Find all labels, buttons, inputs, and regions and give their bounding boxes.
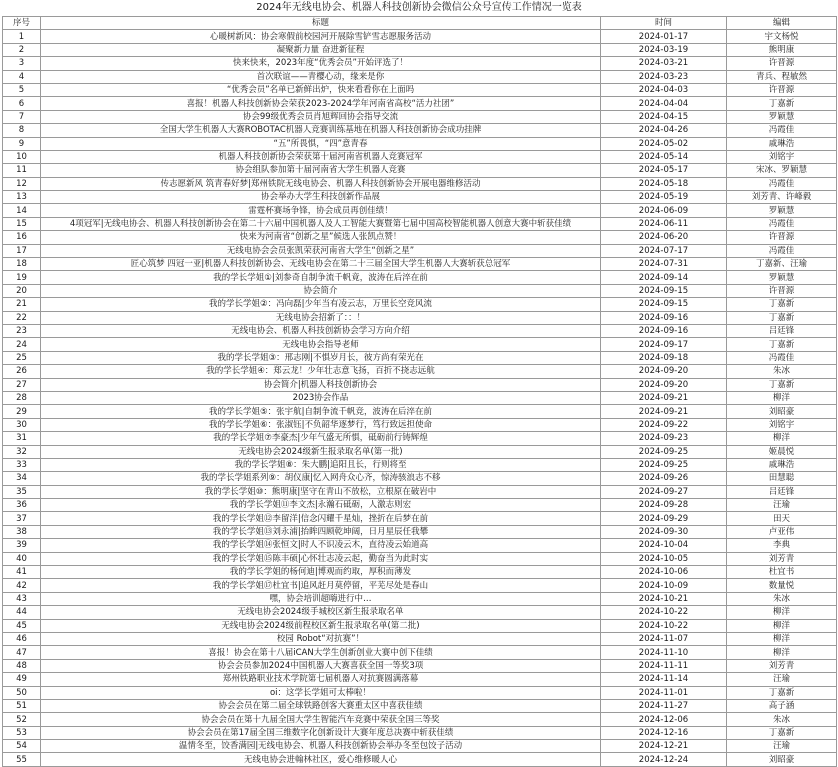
table-row	[3, 271, 837, 284]
row-title: 我的学长学姐⑫李留洋|信念闪耀千星灿，挫折在后梦在前	[41, 512, 601, 525]
row-title: “五”所畏惧，“四”意青春	[41, 137, 601, 150]
row-title: 我的学长学姐⑮陈丰硕|心怀壮志凌云起，勤奋当为此时实	[41, 552, 601, 565]
row-editor: 杜宜书	[727, 566, 837, 579]
row-index: 49	[3, 673, 41, 686]
row-time: 2024-09-23	[601, 432, 727, 445]
row-index: 45	[3, 619, 41, 632]
row-editor: 汪瑜	[727, 740, 837, 753]
row-index: 52	[3, 713, 41, 726]
table-row	[3, 552, 837, 565]
row-index: 36	[3, 499, 41, 512]
row-title: 我的学长学姐⑧：朱大鹏|追阳且长，行则将至	[41, 458, 601, 471]
row-time: 2024-11-14	[601, 673, 727, 686]
table-row	[3, 632, 837, 645]
table-row	[3, 365, 837, 378]
table-row	[3, 753, 837, 766]
row-editor: 刘芳青	[727, 659, 837, 672]
table-row	[3, 324, 837, 337]
row-title: 匠心筑梦 四冠一亚|机器人科技创新协会、无线电协会在第二十三届全国大学生机器人大赛斩获总冠军	[41, 258, 601, 271]
row-index: 6	[3, 97, 41, 110]
row-editor: 卢亚伟	[727, 525, 837, 538]
row-index: 42	[3, 579, 41, 592]
row-editor: 戚琳浩	[727, 137, 837, 150]
header-title: 标题	[41, 17, 601, 30]
row-title: 协会简介|机器人科技创新协会	[41, 378, 601, 391]
row-index: 55	[3, 753, 41, 766]
row-time: 2024-04-03	[601, 83, 727, 96]
row-time: 2024-11-10	[601, 646, 727, 659]
row-index: 20	[3, 284, 41, 297]
row-title: 郑州铁路职业技术学院第七届机器人对抗赛圆满落幕	[41, 673, 601, 686]
row-title: 我的学长学姐⑬刘永浦|抬眸四顾乾坤阔，日月星辰任我攀	[41, 525, 601, 538]
row-editor: 数量悦	[727, 579, 837, 592]
row-index: 34	[3, 472, 41, 485]
table-row	[3, 445, 837, 458]
row-editor: 丁嘉新	[727, 311, 837, 324]
row-time: 2024-05-19	[601, 191, 727, 204]
row-index: 2	[3, 43, 41, 56]
row-editor: 宇文杨悦	[727, 30, 837, 43]
row-title: “优秀会员”名单已新鲜出炉，快来看看你在上面吗	[41, 83, 601, 96]
table-row	[3, 646, 837, 659]
row-time: 2024-09-20	[601, 365, 727, 378]
row-time: 2024-11-11	[601, 659, 727, 672]
row-title: 协会会员在第17届全国三维数字化创新设计大赛年度总决赛中斩获佳绩	[41, 726, 601, 739]
row-title: 全国大学生机器人大赛ROBOTAC机器人竞赛训练基地在机器人科技创新协会成功挂牌	[41, 124, 601, 137]
row-time: 2024-05-18	[601, 177, 727, 190]
row-time: 2024-07-31	[601, 258, 727, 271]
row-title: 心暖树新风：协会寒假前校园河开展除雪铲雪志愿服务活动	[41, 30, 601, 43]
table-row	[3, 30, 837, 43]
table-row	[3, 70, 837, 83]
row-time: 2024-01-17	[601, 30, 727, 43]
row-editor: 丁嘉新	[727, 378, 837, 391]
row-index: 41	[3, 566, 41, 579]
row-time: 2024-09-15	[601, 284, 727, 297]
table-row	[3, 606, 837, 619]
table-row	[3, 659, 837, 672]
row-index: 21	[3, 298, 41, 311]
row-editor: 丁嘉新	[727, 298, 837, 311]
row-time: 2024-09-14	[601, 271, 727, 284]
table-row	[3, 110, 837, 123]
table-row	[3, 686, 837, 699]
table-row	[3, 472, 837, 485]
table-row	[3, 191, 837, 204]
row-editor: 吕廷锋	[727, 485, 837, 498]
row-index: 16	[3, 231, 41, 244]
row-editor: 刘铭宇	[727, 418, 837, 431]
row-time: 2024-09-21	[601, 405, 727, 418]
row-index: 35	[3, 485, 41, 498]
row-editor: 吕廷锋	[727, 324, 837, 337]
row-editor: 罗颖慧	[727, 204, 837, 217]
row-index: 25	[3, 351, 41, 364]
row-time: 2024-09-18	[601, 351, 727, 364]
row-title: 协会会员在第十九届全国大学生智能汽车竞赛中荣获全国三等奖	[41, 713, 601, 726]
table-row	[3, 619, 837, 632]
row-time: 2024-04-26	[601, 124, 727, 137]
row-index: 50	[3, 686, 41, 699]
row-index: 29	[3, 405, 41, 418]
table-row	[3, 83, 837, 96]
table-row	[3, 284, 837, 297]
table-row	[3, 217, 837, 230]
row-time: 2024-11-07	[601, 632, 727, 645]
row-editor: 柳洋	[727, 606, 837, 619]
row-index: 43	[3, 592, 41, 605]
row-editor: 许晋源	[727, 231, 837, 244]
row-title: 喜报！协会在第十八届iCAN大学生创新创业大赛中创下佳绩	[41, 646, 601, 659]
row-time: 2024-06-11	[601, 217, 727, 230]
row-editor: 罗颖慧	[727, 110, 837, 123]
table-row	[3, 177, 837, 190]
row-index: 28	[3, 391, 41, 404]
row-index: 46	[3, 632, 41, 645]
table-row	[3, 311, 837, 324]
row-editor: 刘铭宇	[727, 150, 837, 163]
row-time: 2024-12-16	[601, 726, 727, 739]
row-time: 2024-03-19	[601, 43, 727, 56]
row-time: 2024-09-17	[601, 338, 727, 351]
row-time: 2024-11-27	[601, 699, 727, 712]
row-time: 2024-12-21	[601, 740, 727, 753]
row-editor: 刘芳青	[727, 552, 837, 565]
row-index: 8	[3, 124, 41, 137]
row-title: 无线电协会2024级新生报录取名单(第一批)	[41, 445, 601, 458]
row-title: 校园 Robot“对抗赛”！	[41, 632, 601, 645]
table-row	[3, 699, 837, 712]
row-title: 我的学长学姐④：郑云龙！少年壮志意飞扬，百折不挠志远航	[41, 365, 601, 378]
row-time: 2024-05-02	[601, 137, 727, 150]
table-row	[3, 391, 837, 404]
row-editor: 丁嘉新	[727, 338, 837, 351]
row-title: 无线电协会进翰林社区，爱心维修暖人心	[41, 753, 601, 766]
row-editor: 宋冰、罗颖慧	[727, 164, 837, 177]
row-time: 2024-09-28	[601, 499, 727, 512]
table-row	[3, 740, 837, 753]
row-title: 我的学长学姐②：冯向磊|少年当有凌云志，万里长空竞风流	[41, 298, 601, 311]
row-title: 我的学长学姐⑦李豪杰|少年气盛无所惧，砥砺前行铸辉煌	[41, 432, 601, 445]
row-time: 2024-10-09	[601, 579, 727, 592]
row-index: 1	[3, 30, 41, 43]
row-index: 51	[3, 699, 41, 712]
table-row	[3, 579, 837, 592]
row-title: 快来为河南省“创新之星”候选人张凯点赞！	[41, 231, 601, 244]
row-index: 19	[3, 271, 41, 284]
row-title: 协会举办大学生科技创新作品展	[41, 191, 601, 204]
row-index: 13	[3, 191, 41, 204]
row-index: 10	[3, 150, 41, 163]
row-index: 48	[3, 659, 41, 672]
row-time: 2024-07-17	[601, 244, 727, 257]
table-row	[3, 244, 837, 257]
row-title: 4项冠军|无线电协会、机器人科技创新协会在第二十六届中国机器人及人工智能大赛暨第七届中国高校智能机器人创意大赛中斩获佳绩	[41, 217, 601, 230]
table-row	[3, 539, 837, 552]
row-editor: 冯霞佳	[727, 351, 837, 364]
row-editor: 朱冰	[727, 592, 837, 605]
row-editor: 朱冰	[727, 365, 837, 378]
row-title: 首次联谊——青樱心动，缘来是你	[41, 70, 601, 83]
table-row	[3, 43, 837, 56]
row-index: 47	[3, 646, 41, 659]
row-editor: 姬晨悦	[727, 445, 837, 458]
table-row	[3, 566, 837, 579]
row-index: 14	[3, 204, 41, 217]
row-title: 我的学长学姐⑪李文杰|永瀚石砥砺，人激志则宏	[41, 499, 601, 512]
row-editor: 冯霞佳	[727, 244, 837, 257]
row-title: 凝聚新力量 奋进新征程	[41, 43, 601, 56]
table-row	[3, 204, 837, 217]
row-time: 2024-09-21	[601, 391, 727, 404]
row-editor: 青兵、程敏然	[727, 70, 837, 83]
table-row	[3, 150, 837, 163]
row-title: 协会会员在第二届全球铁路创客大赛重太区中喜获佳绩	[41, 699, 601, 712]
table-row	[3, 432, 837, 445]
row-editor: 刘昭豪	[727, 753, 837, 766]
row-title: oi：这学长学姐可太棒啦！	[41, 686, 601, 699]
row-time: 2024-09-15	[601, 298, 727, 311]
row-editor: 高子涵	[727, 699, 837, 712]
row-index: 39	[3, 539, 41, 552]
table-row	[3, 673, 837, 686]
row-time: 2024-09-30	[601, 525, 727, 538]
row-index: 23	[3, 324, 41, 337]
table-body	[3, 30, 837, 766]
row-editor: 熊明康	[727, 43, 837, 56]
row-title: 我的学长学姐⑥：张淑钰|不负韶华逐梦行，笃行致远担使命	[41, 418, 601, 431]
row-title: 我的学长学姐③：邢志刚|不惧岁月长，彼方尚有荣光在	[41, 351, 601, 364]
row-index: 27	[3, 378, 41, 391]
row-editor: 汪瑜	[727, 499, 837, 512]
table-row	[3, 231, 837, 244]
table-row	[3, 418, 837, 431]
row-editor: 冯霞佳	[727, 124, 837, 137]
table-row	[3, 592, 837, 605]
table-row	[3, 137, 837, 150]
row-index: 12	[3, 177, 41, 190]
sheet-title: 2024年无线电协会、机器人科技创新协会微信公众号宣传工作情况一览表	[256, 2, 582, 13]
table-row	[3, 499, 837, 512]
publicity-table	[2, 16, 837, 767]
header-index: 序号	[3, 17, 41, 30]
row-title: 无线电协会、机器人科技创新协会学习方向介绍	[41, 324, 601, 337]
table-row	[3, 258, 837, 271]
row-title: 2023协会作品	[41, 391, 601, 404]
row-index: 11	[3, 164, 41, 177]
row-title: 我的学长学姐的杨何迪|博观而约取，厚积而薄发	[41, 566, 601, 579]
row-time: 2024-06-09	[601, 204, 727, 217]
table-row	[3, 525, 837, 538]
row-index: 44	[3, 606, 41, 619]
row-editor: 柳洋	[727, 632, 837, 645]
row-time: 2024-10-22	[601, 619, 727, 632]
row-time: 2024-06-20	[601, 231, 727, 244]
table-row	[3, 351, 837, 364]
row-index: 7	[3, 110, 41, 123]
row-time: 2024-05-14	[601, 150, 727, 163]
row-editor: 柳洋	[727, 391, 837, 404]
row-index: 54	[3, 740, 41, 753]
row-title: 无线电协会会员张凯荣获河南省大学生“创新之星”	[41, 244, 601, 257]
row-index: 32	[3, 445, 41, 458]
row-time: 2024-09-16	[601, 324, 727, 337]
row-index: 18	[3, 258, 41, 271]
row-time: 2024-09-16	[601, 311, 727, 324]
row-title: 协会简介	[41, 284, 601, 297]
row-title: 喜报！机器人科技创新协会荣获2023-2024学年河南省高校“活力社团”	[41, 97, 601, 110]
row-index: 38	[3, 525, 41, 538]
row-index: 5	[3, 83, 41, 96]
row-time: 2024-09-29	[601, 512, 727, 525]
row-time: 2024-10-06	[601, 566, 727, 579]
table-row	[3, 378, 837, 391]
row-editor: 刘昭豪	[727, 405, 837, 418]
row-index: 37	[3, 512, 41, 525]
row-time: 2024-11-01	[601, 686, 727, 699]
row-editor: 冯霞佳	[727, 217, 837, 230]
header-time: 时间	[601, 17, 727, 30]
table-row	[3, 164, 837, 177]
row-index: 33	[3, 458, 41, 471]
row-editor: 戚琳浩	[727, 458, 837, 471]
row-title: 无线电协会2024级手城校区新生报录取名单	[41, 606, 601, 619]
table-row	[3, 124, 837, 137]
row-editor: 丁嘉新	[727, 686, 837, 699]
table-row	[3, 512, 837, 525]
row-editor: 丁嘉新	[727, 726, 837, 739]
row-title: 传志愿新风 筑青春好梦|郑州铁院无线电协会、机器人科技创新协会开展电器维修活动	[41, 177, 601, 190]
row-editor: 冯霞佳	[727, 177, 837, 190]
row-time: 2024-03-21	[601, 57, 727, 70]
row-index: 53	[3, 726, 41, 739]
table-row	[3, 458, 837, 471]
row-time: 2024-04-15	[601, 110, 727, 123]
row-time: 2024-12-06	[601, 713, 727, 726]
row-index: 40	[3, 552, 41, 565]
row-title: 无线电协会招新了：：！	[41, 311, 601, 324]
row-time: 2024-10-04	[601, 539, 727, 552]
row-time: 2024-10-05	[601, 552, 727, 565]
table-row	[3, 298, 837, 311]
row-title: 我的学长学姐⑭张恒文|时人不识凌云木，直待凌云始道高	[41, 539, 601, 552]
row-index: 22	[3, 311, 41, 324]
table-row	[3, 726, 837, 739]
table-row	[3, 713, 837, 726]
row-editor: 李典	[727, 539, 837, 552]
row-index: 17	[3, 244, 41, 257]
row-editor: 田天	[727, 512, 837, 525]
row-time: 2024-10-22	[601, 606, 727, 619]
row-time: 2024-05-17	[601, 164, 727, 177]
row-title: 无线电协会2024级前程校区新生报录取名单(第二批)	[41, 619, 601, 632]
table-row	[3, 338, 837, 351]
row-time: 2024-09-22	[601, 418, 727, 431]
row-time: 2024-09-25	[601, 458, 727, 471]
row-index: 24	[3, 338, 41, 351]
row-index: 4	[3, 70, 41, 83]
row-title: 协会99级优秀会员肖旭辉回协会指导交流	[41, 110, 601, 123]
row-index: 26	[3, 365, 41, 378]
row-time: 2024-09-25	[601, 445, 727, 458]
row-title: 我的学长学姐⑩：熊明康|坚守在青山不放松，立根原在破岩中	[41, 485, 601, 498]
row-title: 我的学长学姐⑰杜宜书|追风赶月莫停留，平芜尽处是春山	[41, 579, 601, 592]
row-index: 9	[3, 137, 41, 150]
row-time: 2024-12-24	[601, 753, 727, 766]
row-title: 我的学长学姐⑤：张宇航|自制争流千帆竞，波涛在后淬在前	[41, 405, 601, 418]
row-editor: 许晋源	[727, 83, 837, 96]
row-index: 15	[3, 217, 41, 230]
row-time: 2024-09-26	[601, 472, 727, 485]
header-row	[3, 17, 837, 30]
row-editor: 柳洋	[727, 646, 837, 659]
row-title: 雷霆杯赛场争锋，协会成员再创佳绩！	[41, 204, 601, 217]
row-time: 2024-09-20	[601, 378, 727, 391]
row-title: 我的学长学姐系列⑨：胡仪康|忆入网舟众心齐，惊涛骇浪志不移	[41, 472, 601, 485]
row-editor: 丁嘉新、汪瑜	[727, 258, 837, 271]
row-editor: 刘芳青、许峰毅	[727, 191, 837, 204]
row-title: 机器人科技创新协会荣获第十届河南省机器人竞赛冠军	[41, 150, 601, 163]
row-title: 协会组队参加第十届河南省大学生机器人竞赛	[41, 164, 601, 177]
table-row	[3, 405, 837, 418]
row-time: 2024-09-27	[601, 485, 727, 498]
table-row	[3, 57, 837, 70]
row-time: 2024-10-21	[601, 592, 727, 605]
row-time: 2024-04-04	[601, 97, 727, 110]
row-title: 协会会员参加2024中国机器人大赛喜获全国一等奖3项	[41, 659, 601, 672]
row-editor: 汪瑜	[727, 673, 837, 686]
header-editor: 编辑	[727, 17, 837, 30]
row-time: 2024-03-23	[601, 70, 727, 83]
row-editor: 朱冰	[727, 713, 837, 726]
row-editor: 罗颖慧	[727, 271, 837, 284]
row-title: 我的学长学姐①|刘参奇自制争流千帆竟，波涛在后淬在前	[41, 271, 601, 284]
row-title: 嘿，协会培训超嗨进行中…	[41, 592, 601, 605]
row-title: 无线电协会指导老师	[41, 338, 601, 351]
row-index: 3	[3, 57, 41, 70]
row-title: 温情冬至，饺香满园|无线电协会、机器人科技创新协会举办冬至包饺子活动	[41, 740, 601, 753]
row-index: 31	[3, 432, 41, 445]
table-row	[3, 485, 837, 498]
row-editor: 许晋源	[727, 57, 837, 70]
row-editor: 田慧聪	[727, 472, 837, 485]
table-row	[3, 97, 837, 110]
row-editor: 柳洋	[727, 432, 837, 445]
row-editor: 丁嘉新	[727, 97, 837, 110]
row-editor: 许晋源	[727, 284, 837, 297]
row-title: 快来快来，2023年度“优秀会员”开始评选了！	[41, 57, 601, 70]
row-editor: 柳洋	[727, 619, 837, 632]
row-index: 30	[3, 418, 41, 431]
